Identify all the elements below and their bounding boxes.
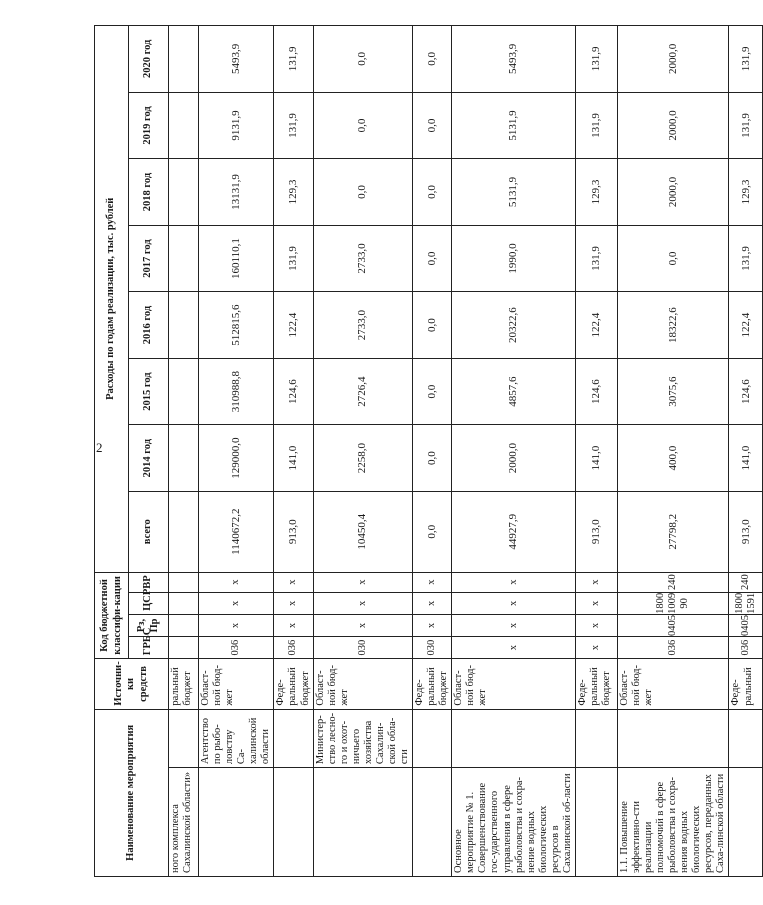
row-vr: х (199, 572, 274, 592)
row-source: ральный бюджет (169, 659, 199, 709)
row-year-value: 2000,0 (452, 425, 576, 492)
row-total (169, 491, 199, 572)
row-rzpr: х (313, 614, 413, 636)
row-year-value: 131,9 (274, 92, 313, 159)
row-total: 27798,2 (617, 491, 729, 572)
header-name: Наименование мероприятия (95, 709, 169, 876)
row-rzpr: х (274, 614, 313, 636)
header-rzpr: Рз, Пр (129, 614, 169, 636)
row-source: Област-ной бюд-жет (199, 659, 274, 709)
row-csr: х (274, 592, 313, 614)
row-grbs: 030 (313, 637, 413, 659)
row-grbs: 036 (274, 637, 313, 659)
row-name: 1.1. Повышение эффективно-сти реализации полномочий в сфере рыболовства и сохра-нения водных биологических ресурсов, переданных Саха-линской области (617, 768, 729, 877)
row-total: 913,0 (729, 491, 763, 572)
row-year-value: 2733,0 (313, 292, 413, 359)
row-year-value: 2726,4 (313, 358, 413, 425)
row-year-value: 141,0 (575, 425, 617, 492)
table-row (729, 26, 763, 877)
header-total: всего (129, 491, 169, 572)
header-vr: ВР (129, 572, 169, 592)
row-year-value: 122,4 (575, 292, 617, 359)
row-year-value: 141,0 (274, 425, 313, 492)
header-grbs: ГРБС (129, 637, 169, 659)
table-row (575, 26, 617, 877)
row-year-value: 0,0 (413, 425, 452, 492)
row-name: ного комплекса Сахалинской области» (169, 768, 199, 877)
table-row (413, 26, 452, 877)
row-year-value: 2733,0 (313, 225, 413, 292)
row-source: Феде-ральный бюджет (413, 659, 452, 709)
row-year-value: 5131,9 (452, 92, 576, 159)
header-year: 2017 год (129, 225, 169, 292)
row-year-value: 0,0 (413, 292, 452, 359)
row-year-value: 310988,8 (199, 358, 274, 425)
row-year-value: 131,9 (274, 26, 313, 93)
row-year-value: 131,9 (729, 26, 763, 93)
row-year-value (169, 425, 199, 492)
table-row (617, 26, 729, 877)
row-year-value: 122,4 (729, 292, 763, 359)
row-csr: х (452, 592, 576, 614)
row-vr (169, 572, 199, 592)
table-row (452, 26, 576, 877)
row-year-value (169, 159, 199, 226)
row-name (274, 768, 313, 877)
row-year-value: 131,9 (729, 225, 763, 292)
row-executor: Агентство по рыбо-ловству Са-халинской области (199, 709, 274, 767)
row-year-value: 129,3 (274, 159, 313, 226)
row-vr: 240 (617, 572, 729, 592)
row-year-value: 0,0 (413, 159, 452, 226)
row-year-value: 9131,9 (199, 92, 274, 159)
row-vr: х (413, 572, 452, 592)
header-year: 2016 год (129, 292, 169, 359)
row-total: 1140672,2 (199, 491, 274, 572)
row-source: Феде-ральный бюджет (274, 659, 313, 709)
row-source: Област-ной бюд-жет (452, 659, 576, 709)
row-year-value (169, 292, 199, 359)
header-source: Источни-ки средств (95, 659, 169, 709)
row-executor (452, 709, 576, 767)
row-name (575, 768, 617, 877)
table-row (313, 26, 413, 877)
table-row (199, 26, 274, 877)
row-source: Област-ной бюд-жет (617, 659, 729, 709)
row-year-value: 0,0 (413, 358, 452, 425)
row-grbs: 036 (617, 637, 729, 659)
row-year-value: 129,3 (575, 159, 617, 226)
header-year: 2020 год (129, 26, 169, 93)
row-name (729, 768, 763, 877)
row-year-value: 5493,9 (199, 26, 274, 93)
row-rzpr: х (575, 614, 617, 636)
row-csr: х (575, 592, 617, 614)
row-executor (575, 709, 617, 767)
table-row (169, 26, 199, 877)
row-year-value: 0,0 (313, 26, 413, 93)
row-year-value: 0,0 (617, 225, 729, 292)
row-grbs: 030 (413, 637, 452, 659)
row-name: Основное мероприятие № 1. Совершенствование гос-ударственного управления в сфере рыболовства и сохра-нение водных биологических ресурсов в Сахалинской об-ласти (452, 768, 576, 877)
row-total: 44927,9 (452, 491, 576, 572)
row-vr: х (274, 572, 313, 592)
row-year-value: 131,9 (575, 225, 617, 292)
header-year: 2018 год (129, 159, 169, 226)
row-year-value: 400,0 (617, 425, 729, 492)
row-year-value: 122,4 (274, 292, 313, 359)
header-year: 2014 год (129, 425, 169, 492)
row-vr: 240 (729, 572, 763, 592)
row-rzpr: х (452, 614, 576, 636)
expenses-table (94, 25, 763, 877)
row-executor (274, 709, 313, 767)
row-total: 0,0 (413, 491, 452, 572)
table-body (169, 26, 763, 877)
table-row (274, 26, 313, 877)
row-year-value: 131,9 (729, 92, 763, 159)
row-year-value: 131,9 (575, 92, 617, 159)
row-year-value: 131,9 (274, 225, 313, 292)
row-vr: х (313, 572, 413, 592)
row-year-value: 0,0 (413, 225, 452, 292)
row-year-value: 160110,1 (199, 225, 274, 292)
row-csr: 1800 1009 90 (617, 592, 729, 614)
row-year-value: 0,0 (413, 26, 452, 93)
row-total: 10450,4 (313, 491, 413, 572)
page-number: 2 (96, 440, 103, 455)
row-year-value: 18322,6 (617, 292, 729, 359)
row-year-value: 0,0 (313, 159, 413, 226)
row-vr: х (575, 572, 617, 592)
row-year-value (169, 358, 199, 425)
header-csr: ЦСР (129, 592, 169, 614)
header-expenses: Расходы по годам реализации, тыс. рублей (95, 26, 129, 573)
row-rzpr: х (199, 614, 274, 636)
row-grbs: 036 (199, 637, 274, 659)
row-source: Област-ной бюд-жет (313, 659, 413, 709)
row-year-value: 124,6 (729, 358, 763, 425)
header-budget-code: Код бюджетной классифи-кации (95, 572, 129, 659)
row-executor (729, 709, 763, 767)
row-name (313, 768, 413, 877)
row-vr: х (452, 572, 576, 592)
row-year-value: 129000,0 (199, 425, 274, 492)
row-executor (169, 709, 199, 767)
row-csr (169, 592, 199, 614)
header-year: 2015 год (129, 358, 169, 425)
row-grbs: х (575, 637, 617, 659)
row-total: 913,0 (575, 491, 617, 572)
row-grbs: 036 (729, 637, 763, 659)
row-year-value: 4857,6 (452, 358, 576, 425)
row-executor: Министер-ство лесно-го и охот-ничьего хозяйства Сахалин-ской обла-сти (313, 709, 413, 767)
row-year-value (169, 225, 199, 292)
row-year-value: 2258,0 (313, 425, 413, 492)
row-total: 913,0 (274, 491, 313, 572)
row-year-value: 20322,6 (452, 292, 576, 359)
row-year-value (169, 26, 199, 93)
row-year-value: 2000,0 (617, 159, 729, 226)
row-name (413, 768, 452, 877)
row-csr: х (413, 592, 452, 614)
row-year-value: 1990,0 (452, 225, 576, 292)
row-year-value: 3075,6 (617, 358, 729, 425)
row-csr: 1800 1591 (729, 592, 763, 614)
row-name (199, 768, 274, 877)
row-csr: х (313, 592, 413, 614)
row-year-value: 2000,0 (617, 26, 729, 93)
row-year-value: 129,3 (729, 159, 763, 226)
row-year-value: 0,0 (313, 92, 413, 159)
row-year-value: 13131,9 (199, 159, 274, 226)
header-year: 2019 год (129, 92, 169, 159)
row-year-value: 0,0 (413, 92, 452, 159)
row-rzpr: х (413, 614, 452, 636)
rotated-page (84, 0, 757, 905)
row-year-value: 131,9 (575, 26, 617, 93)
row-year-value: 141,0 (729, 425, 763, 492)
row-year-value: 5493,9 (452, 26, 576, 93)
row-executor (413, 709, 452, 767)
row-year-value: 5131,9 (452, 159, 576, 226)
row-source: Феде-ральный бюджет (575, 659, 617, 709)
row-grbs (169, 637, 199, 659)
row-csr: х (199, 592, 274, 614)
row-year-value (169, 92, 199, 159)
row-year-value: 124,6 (575, 358, 617, 425)
row-year-value: 124,6 (274, 358, 313, 425)
row-rzpr: 0405 (617, 614, 729, 636)
row-year-value: 512815,6 (199, 292, 274, 359)
row-executor (617, 709, 729, 767)
row-year-value: 2000,0 (617, 92, 729, 159)
row-source: Феде-ральный (729, 659, 763, 709)
row-grbs: х (452, 637, 576, 659)
row-rzpr: 0405 (729, 614, 763, 636)
row-rzpr (169, 614, 199, 636)
